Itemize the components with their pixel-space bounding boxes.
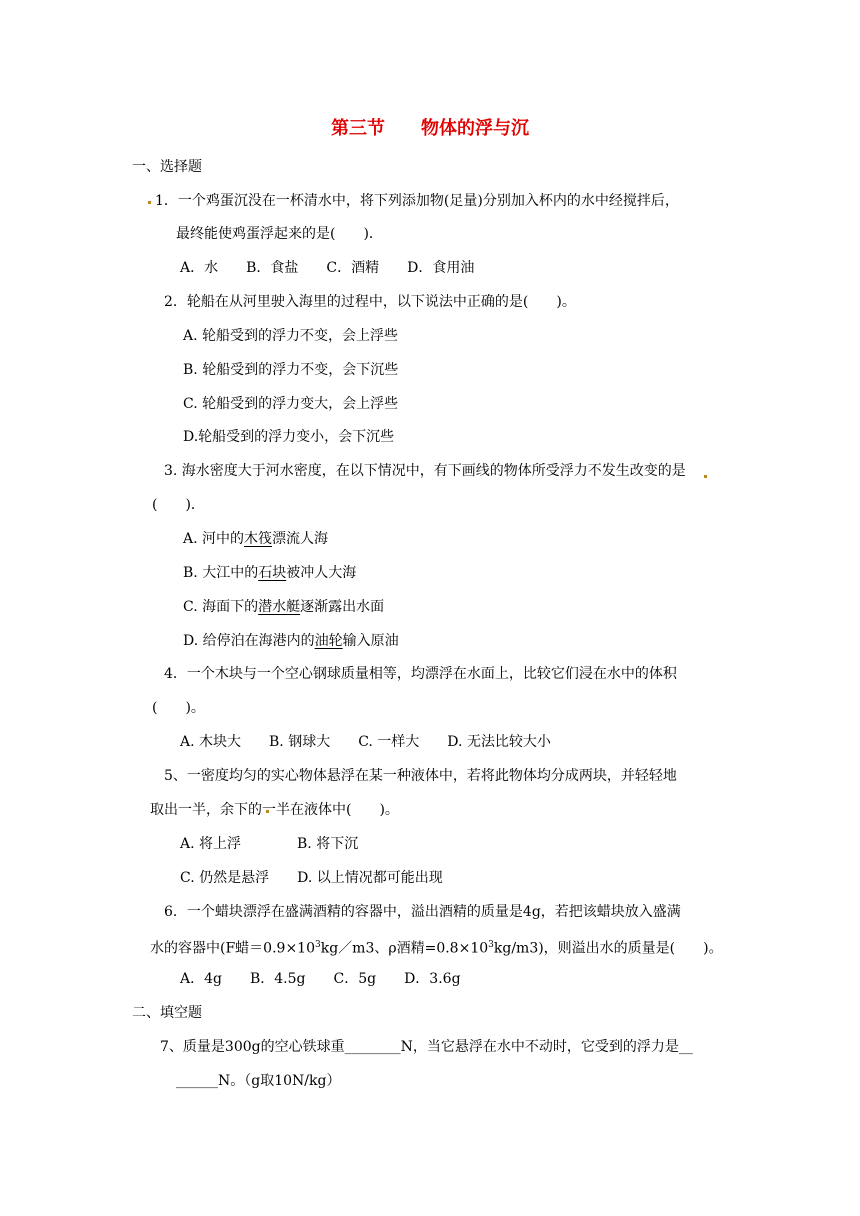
question-3-line-1: 3. 海水密度大于河水密度，在以下情况中，有下画线的物体所受浮力不发生改变的是 xyxy=(164,463,686,479)
decorative-dot xyxy=(704,475,707,478)
question-6-options: A．4g B．4.5g C．5g D．3.6g xyxy=(180,971,461,987)
exponent: 3 xyxy=(488,940,494,950)
option-text: 输入原油 xyxy=(342,633,399,649)
question-1-line-2: 最终能使鸡蛋浮起来的是( )． xyxy=(176,226,383,242)
question-1-line-1: 1．一个鸡蛋沉没在一杯清水中，将下列添加物(足量)分别加入杯内的水中经搅拌后， xyxy=(155,193,679,209)
section-heading-choice: 一、选择题 xyxy=(132,159,202,175)
question-6-line-1: 6．一个蜡块漂浮在盛满酒精的容器中，溢出酒精的质量是4g，若把该蜡块放入盛满 xyxy=(164,904,681,920)
decorative-dot xyxy=(148,201,151,204)
question-5-line-1: 5、一密度均匀的实心物体悬浮在某一种液体中，若将此物体均分成两块，并轻轻地 xyxy=(164,768,677,784)
question-3-line-2: ( )． xyxy=(152,497,205,513)
question-2-option-b: B. 轮船受到的浮力不变，会下沉些 xyxy=(183,362,399,378)
question-4-line-2: ( )。 xyxy=(152,700,205,716)
section-heading-fill-in: 二、填空题 xyxy=(132,1005,202,1021)
question-6-line-2 xyxy=(150,935,723,959)
question-4-options: A. 木块大 B. 钢球大 C. 一样大 D. 无法比较大小 xyxy=(180,734,551,750)
question-5-options-row-1: A. 将上浮 B. 将下沉 xyxy=(180,836,359,852)
question-3-option-b xyxy=(183,563,356,583)
exponent: 3 xyxy=(315,940,321,950)
question-3-option-a xyxy=(183,529,328,549)
option-text: A. 河中的 xyxy=(183,531,245,547)
question-2-option-d: D.轮船受到的浮力变小，会下沉些 xyxy=(183,429,395,445)
underlined-object: 潜水艇 xyxy=(258,599,301,615)
formula-text: 水的容器中(F蜡＝0.9×10 xyxy=(150,940,315,957)
question-7-line-2: ______N。（g取10N/kg） xyxy=(176,1073,341,1089)
question-5-options-row-2: C. 仍然是悬浮 D. 以上情况都可能出现 xyxy=(180,870,443,886)
question-2-option-c: C. 轮船受到的浮力变大，会上浮些 xyxy=(183,396,399,412)
page-title: 第三节 物体的浮与沉 xyxy=(331,118,529,139)
option-text: 被冲人大海 xyxy=(286,565,357,581)
formula-text: kg/m3)，则溢出水的质量是( )。 xyxy=(493,940,723,957)
underlined-object: 石块 xyxy=(258,565,287,581)
option-text: B. 大江中的 xyxy=(183,565,259,581)
underlined-object: 油轮 xyxy=(314,633,343,649)
question-2-option-a: A. 轮船受到的浮力不变，会上浮些 xyxy=(183,328,399,344)
option-text: 逐渐露出水面 xyxy=(300,599,385,615)
question-3-option-d xyxy=(183,631,399,651)
question-7-line-1: 7、质量是300g的空心铁球重________N，当它悬浮在水中不动时，它受到的浮力是__ xyxy=(160,1039,693,1055)
question-4-line-1: 4．一个木块与一个空心钢球质量相等，均漂浮在水面上，比较它们浸在水中的体积 xyxy=(164,666,677,682)
option-text: C. 海面下的 xyxy=(183,599,259,615)
underlined-object: 木筏 xyxy=(244,531,273,547)
question-5-line-2: 取出一半，余下的一半在液体中( )。 xyxy=(150,802,399,818)
option-text: D. 给停泊在海港内的 xyxy=(183,633,315,649)
formula-text: kg／m3、ρ酒精=0.8×10 xyxy=(320,940,489,957)
question-1-options: A．水 B．食盐 C．酒精 D．食用油 xyxy=(180,260,475,276)
question-3-option-c xyxy=(183,597,384,617)
question-2-stem: 2．轮船在从河里驶入海里的过程中，以下说法中正确的是( )。 xyxy=(164,294,576,310)
option-text: 漂流人海 xyxy=(272,531,329,547)
